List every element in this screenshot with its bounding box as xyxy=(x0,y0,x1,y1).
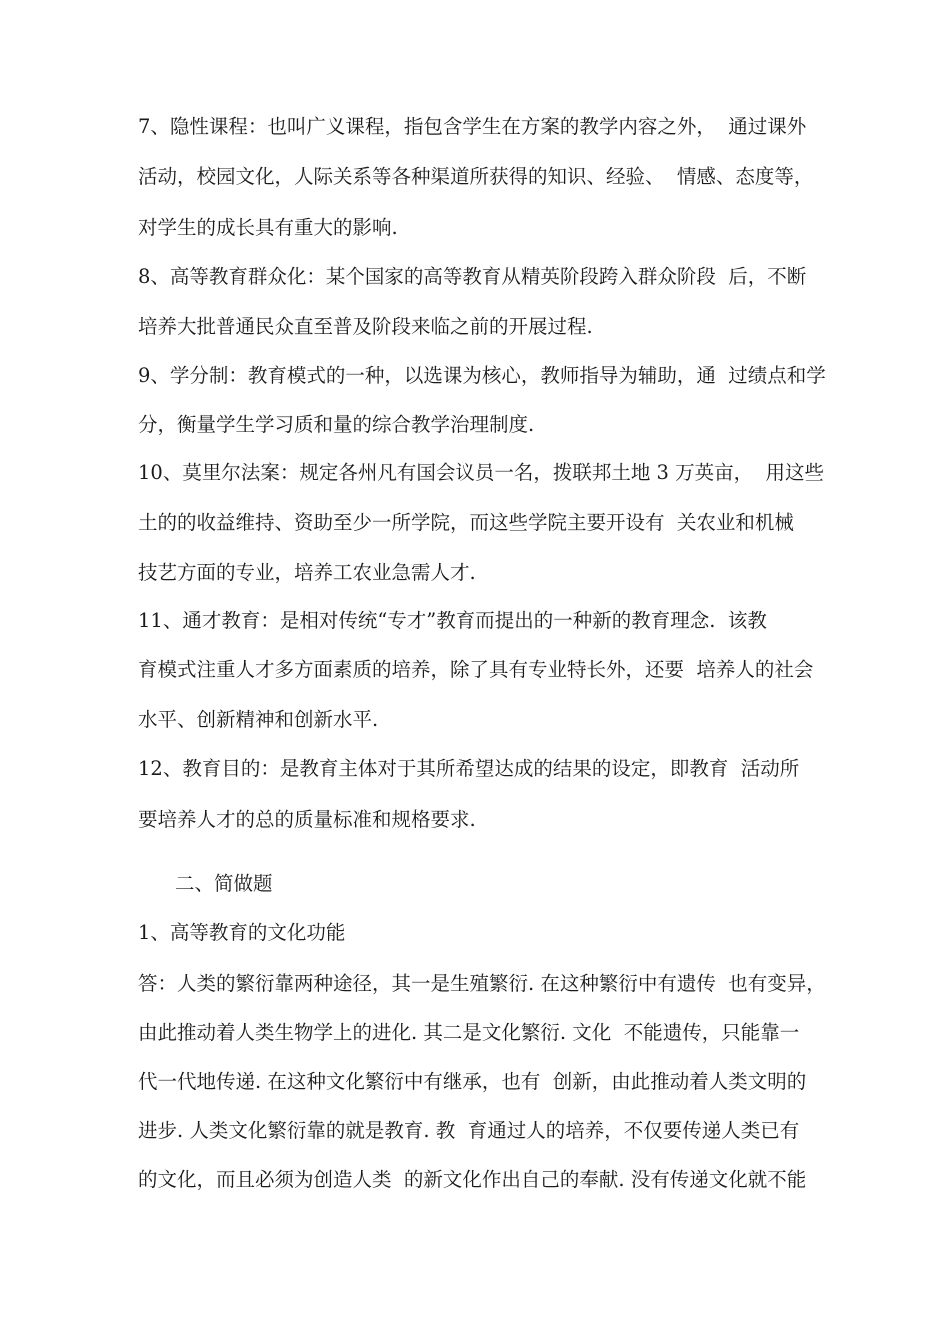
text-line: 由此推动着人类生物学上的进化. 其二是文化繁衍. 文化 不能遗传，只能靠一 xyxy=(138,1021,800,1044)
text-line: 对学生的成长具有重大的影响. xyxy=(138,216,398,239)
text-line: 水平、创新精神和创新水平. xyxy=(138,708,379,731)
text-line: 进步. 人类文化繁衍靠的就是教育. 教 育通过人的培养，不仅要传递人类已有 xyxy=(138,1119,800,1142)
text-line: 12、教育目的：是教育主体对于其所希望达成的结果的设定，即教育 活动所 xyxy=(138,757,800,780)
text-line: 9、学分制：教育模式的一种，以选课为核心，教师指导为辅助，通 过绩点和学 xyxy=(138,364,826,387)
text-line: 活动，校园文化，人际关系等各种渠道所获得的知识、经验、 情感、态度等， xyxy=(138,165,814,188)
question-title: 1、高等教育的文化功能 xyxy=(138,921,346,944)
text-line: 技艺方面的专业，培养工农业急需人才. xyxy=(138,561,476,584)
text-line: 育模式注重人才多方面素质的培养，除了具有专业特长外，还要 培养人的社会 xyxy=(138,658,814,681)
section-heading: 二、简做题 xyxy=(175,872,273,895)
text-line: 培养大批普通民众直至普及阶段来临之前的开展过程. xyxy=(138,315,593,338)
text-line: 土的的收益维持、资助至少一所学院，而这些学院主要开设有 关农业和机械 xyxy=(138,511,794,534)
text-line: 7、隐性课程：也叫广义课程，指包含学生在方案的教学内容之外， 通过课外 xyxy=(138,115,807,138)
text-line: 11、通才教育：是相对传统“专才”教育而提出的一种新的教育理念. 该教 xyxy=(138,609,767,632)
text-line: 10、莫里尔法案：规定各州凡有国会议员一名，拨联邦土地 3 万英亩， 用这些 xyxy=(138,461,825,484)
text-line: 分，衡量学生学习质和量的综合教学治理制度. xyxy=(138,413,535,436)
text-line: 的文化，而且必须为创造人类 的新文化作出自己的奉献. 没有传递文化就不能 xyxy=(138,1168,807,1191)
text-line: 答：人类的繁衍靠两种途径，其一是生殖繁衍. 在这种繁衍中有遗传 也有变异， xyxy=(138,972,826,995)
text-line: 8、高等教育群众化：某个国家的高等教育从精英阶段跨入群众阶段 后，不断 xyxy=(138,265,807,288)
text-line: 要培养人才的总的质量标准和规格要求. xyxy=(138,808,476,831)
text-line: 代一代地传递. 在这种文化繁衍中有继承，也有 创新，由此推动着人类文明的 xyxy=(138,1070,807,1093)
